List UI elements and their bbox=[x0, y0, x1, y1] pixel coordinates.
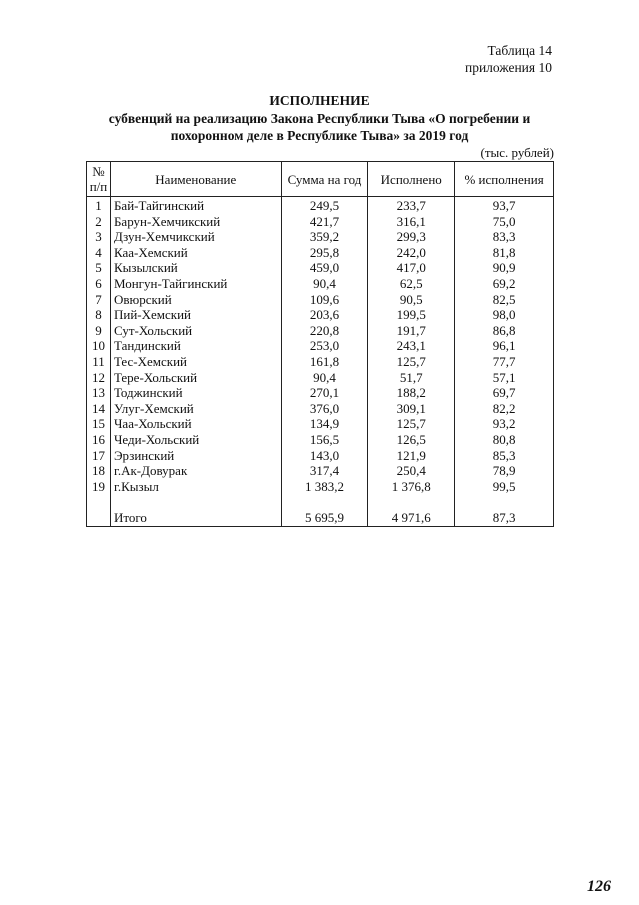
row-name: Бай-Тайгинский bbox=[110, 197, 281, 214]
row-done: 309,1 bbox=[368, 401, 455, 417]
total-percent: 87,3 bbox=[455, 510, 554, 526]
column-header-name: Наименование bbox=[110, 162, 281, 197]
row-done: 188,2 bbox=[368, 385, 455, 401]
row-sum: 270,1 bbox=[281, 385, 368, 401]
row-percent: 69,7 bbox=[455, 385, 554, 401]
column-header-done: Исполнено bbox=[368, 162, 455, 197]
row-sum: 295,8 bbox=[281, 245, 368, 261]
document-title: ИСПОЛНЕНИЕ bbox=[269, 93, 370, 108]
row-percent: 93,2 bbox=[455, 416, 554, 432]
row-sum: 1 383,2 bbox=[281, 479, 368, 495]
total-label: Итого bbox=[110, 510, 281, 526]
row-sum: 90,4 bbox=[281, 370, 368, 386]
table-row bbox=[87, 448, 554, 464]
row-name: Чеди-Хольский bbox=[110, 432, 281, 448]
total-done: 4 971,6 bbox=[368, 510, 455, 526]
row-done: 250,4 bbox=[368, 463, 455, 479]
row-number: 17 bbox=[87, 448, 111, 464]
row-percent: 85,3 bbox=[455, 448, 554, 464]
row-name: Тоджинский bbox=[110, 385, 281, 401]
row-percent: 81,8 bbox=[455, 245, 554, 261]
row-sum: 249,5 bbox=[281, 197, 368, 214]
row-number: 19 bbox=[87, 479, 111, 495]
table-row bbox=[87, 463, 554, 479]
table-row bbox=[87, 276, 554, 292]
row-sum: 90,4 bbox=[281, 276, 368, 292]
row-number: 12 bbox=[87, 370, 111, 386]
row-name: г.Ак-Довурак bbox=[110, 463, 281, 479]
row-done: 125,7 bbox=[368, 416, 455, 432]
row-number: 1 bbox=[87, 197, 111, 214]
total-sum: 5 695,9 bbox=[281, 510, 368, 526]
row-name: Тере-Хольский bbox=[110, 370, 281, 386]
units-label: (тыс. рублей) bbox=[480, 145, 554, 160]
row-number: 16 bbox=[87, 432, 111, 448]
execution-table bbox=[86, 161, 554, 527]
row-number: 6 bbox=[87, 276, 111, 292]
row-percent: 78,9 bbox=[455, 463, 554, 479]
row-name: Тес-Хемский bbox=[110, 354, 281, 370]
row-name: Барун-Хемчикский bbox=[110, 214, 281, 230]
row-number: 11 bbox=[87, 354, 111, 370]
row-name: г.Кызыл bbox=[110, 479, 281, 495]
row-percent: 98,0 bbox=[455, 307, 554, 323]
row-sum: 156,5 bbox=[281, 432, 368, 448]
row-number: 15 bbox=[87, 416, 111, 432]
table-row bbox=[87, 401, 554, 417]
row-percent: 93,7 bbox=[455, 197, 554, 214]
row-done: 233,7 bbox=[368, 197, 455, 214]
row-done: 121,9 bbox=[368, 448, 455, 464]
table-total-row bbox=[87, 510, 554, 526]
row-done: 199,5 bbox=[368, 307, 455, 323]
row-sum: 203,6 bbox=[281, 307, 368, 323]
table-header-row bbox=[87, 162, 554, 197]
table-row bbox=[87, 323, 554, 339]
row-percent: 57,1 bbox=[455, 370, 554, 386]
table-row bbox=[87, 385, 554, 401]
row-name: Улуг-Хемский bbox=[110, 401, 281, 417]
row-sum: 134,9 bbox=[281, 416, 368, 432]
row-sum: 359,2 bbox=[281, 229, 368, 245]
row-percent: 80,8 bbox=[455, 432, 554, 448]
row-done: 243,1 bbox=[368, 338, 455, 354]
table-row bbox=[87, 245, 554, 261]
subtitle-line-2: похоронном деле в Республике Тыва» за 2019 год bbox=[170, 128, 469, 143]
row-percent: 82,5 bbox=[455, 292, 554, 308]
row-sum: 459,0 bbox=[281, 260, 368, 276]
row-done: 191,7 bbox=[368, 323, 455, 339]
row-sum: 220,8 bbox=[281, 323, 368, 339]
row-sum: 421,7 bbox=[281, 214, 368, 230]
table-row bbox=[87, 479, 554, 495]
table-row bbox=[87, 260, 554, 276]
row-percent: 77,7 bbox=[455, 354, 554, 370]
row-number: 5 bbox=[87, 260, 111, 276]
subtitle-line-1: субвенций на реализацию Закона Республики Тыва «О погребении и bbox=[108, 111, 531, 126]
row-name: Каа-Хемский bbox=[110, 245, 281, 261]
row-number: 7 bbox=[87, 292, 111, 308]
table-row bbox=[87, 432, 554, 448]
row-percent: 83,3 bbox=[455, 229, 554, 245]
row-percent: 69,2 bbox=[455, 276, 554, 292]
row-sum: 161,8 bbox=[281, 354, 368, 370]
row-number: 9 bbox=[87, 323, 111, 339]
row-percent: 96,1 bbox=[455, 338, 554, 354]
column-header-number: № п/п bbox=[87, 162, 111, 197]
row-name: Кызылский bbox=[110, 260, 281, 276]
row-name: Эрзинский bbox=[110, 448, 281, 464]
row-done: 90,5 bbox=[368, 292, 455, 308]
table-row bbox=[87, 229, 554, 245]
row-name: Чаа-Хольский bbox=[110, 416, 281, 432]
column-header-percent: % исполнения bbox=[455, 162, 554, 197]
table-row bbox=[87, 292, 554, 308]
row-sum: 143,0 bbox=[281, 448, 368, 464]
table-row bbox=[87, 354, 554, 370]
table-row bbox=[87, 338, 554, 354]
row-sum: 253,0 bbox=[281, 338, 368, 354]
table-row bbox=[87, 197, 554, 214]
row-done: 417,0 bbox=[368, 260, 455, 276]
row-percent: 99,5 bbox=[455, 479, 554, 495]
document-subtitle bbox=[0, 110, 639, 144]
row-done: 62,5 bbox=[368, 276, 455, 292]
row-name: Овюрский bbox=[110, 292, 281, 308]
row-name: Пий-Хемский bbox=[110, 307, 281, 323]
appendix-number: приложения 10 bbox=[464, 60, 552, 75]
row-number: 8 bbox=[87, 307, 111, 323]
row-number: 4 bbox=[87, 245, 111, 261]
table-reference bbox=[465, 42, 552, 76]
row-number: 10 bbox=[87, 338, 111, 354]
row-percent: 82,2 bbox=[455, 401, 554, 417]
row-done: 126,5 bbox=[368, 432, 455, 448]
row-percent: 86,8 bbox=[455, 323, 554, 339]
table-row bbox=[87, 307, 554, 323]
column-header-sum: Сумма на год bbox=[281, 162, 368, 197]
row-number: 3 bbox=[87, 229, 111, 245]
row-number: 14 bbox=[87, 401, 111, 417]
table-row bbox=[87, 370, 554, 386]
row-number: 13 bbox=[87, 385, 111, 401]
row-number: 18 bbox=[87, 463, 111, 479]
row-done: 242,0 bbox=[368, 245, 455, 261]
row-done: 316,1 bbox=[368, 214, 455, 230]
page-number: 126 bbox=[587, 878, 611, 895]
table-row bbox=[87, 214, 554, 230]
row-done: 299,3 bbox=[368, 229, 455, 245]
table-spacer-row bbox=[87, 494, 554, 510]
row-done: 125,7 bbox=[368, 354, 455, 370]
row-name: Монгун-Тайгинский bbox=[110, 276, 281, 292]
row-percent: 90,9 bbox=[455, 260, 554, 276]
row-sum: 109,6 bbox=[281, 292, 368, 308]
row-percent: 75,0 bbox=[455, 214, 554, 230]
row-name: Дзун-Хемчикский bbox=[110, 229, 281, 245]
table-number: Таблица 14 bbox=[487, 43, 552, 58]
row-sum: 376,0 bbox=[281, 401, 368, 417]
row-name: Сут-Хольский bbox=[110, 323, 281, 339]
table-row bbox=[87, 416, 554, 432]
row-done: 51,7 bbox=[368, 370, 455, 386]
row-number: 2 bbox=[87, 214, 111, 230]
row-name: Тандинский bbox=[110, 338, 281, 354]
row-done: 1 376,8 bbox=[368, 479, 455, 495]
row-sum: 317,4 bbox=[281, 463, 368, 479]
